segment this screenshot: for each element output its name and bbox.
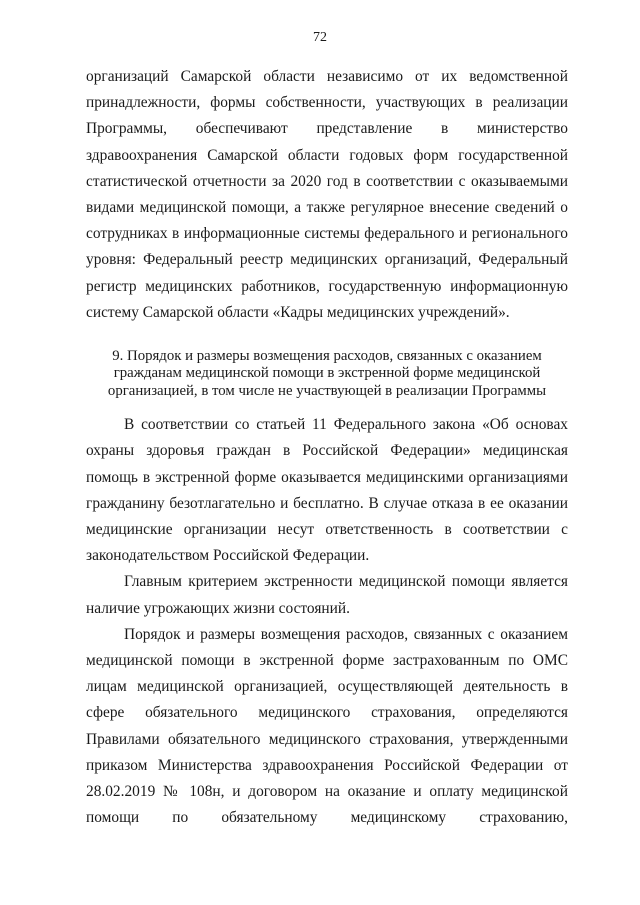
section-heading-emergency-care-compensation: 9. Порядок и размеры возмещения расходов, связанных с оказанием гражданам медицинской помощи в экстренной форме медицинской организацией, в том числе не участвующей в реализации Программы	[107, 348, 547, 399]
document-body	[86, 64, 568, 832]
paragraph-compensation-procedure: Порядок и размеры возмещения расходов, связанных с оказанием медицинской помощи в экстренной форме застрахованным по ОМС лицам медицинской организацией, осуществляющей деятельность в сфере обязательного медицинского страхования, определяются Правилами обязательного медицинского страхования, утвержденными приказом Министерства здравоохранения Российской Федерации от 28.02.2019 № 108н, и договором на оказание и оплату медицинской помощи по обязательному медицинскому страхованию,	[86, 625, 568, 827]
paragraph-federal-law-article-11: В соответствии со статьей 11 Федерального закона «Об основах охраны здоровья граждан в Российской Федерации» медицинская помощь в экстренной форме оказывается медицинскими организациями гражданину безотлагательно и бесплатно. В случае отказа в ее оказании медицинские организации несут ответственность в соответствии с законодательством Российской Федерации.	[86, 416, 568, 565]
page-number: 72	[313, 30, 327, 45]
paragraph-reporting-obligations: организаций Самарской области независимо от их ведомственной принадлежности, формы собственности, участвующих в реализации Программы, обеспечивают представление в министерство здравоохранения Самарской области годовых форм государственной статистической отчетности за 2020 год в соответствии с оказываемыми видами медицинской помощи, а также регулярное внесение сведений о сотрудниках в информационные системы федерального и регионального уровня: Федеральный реестр медицинских организаций, Федеральный регистр медицинских работников, государственную информационную систему Самарской области «Кадры медицинских учреждений».	[86, 68, 568, 321]
paragraph-emergency-criterion: Главным критерием экстренности медицинской помощи является наличие угрожающих жизни состояний.	[86, 573, 568, 617]
